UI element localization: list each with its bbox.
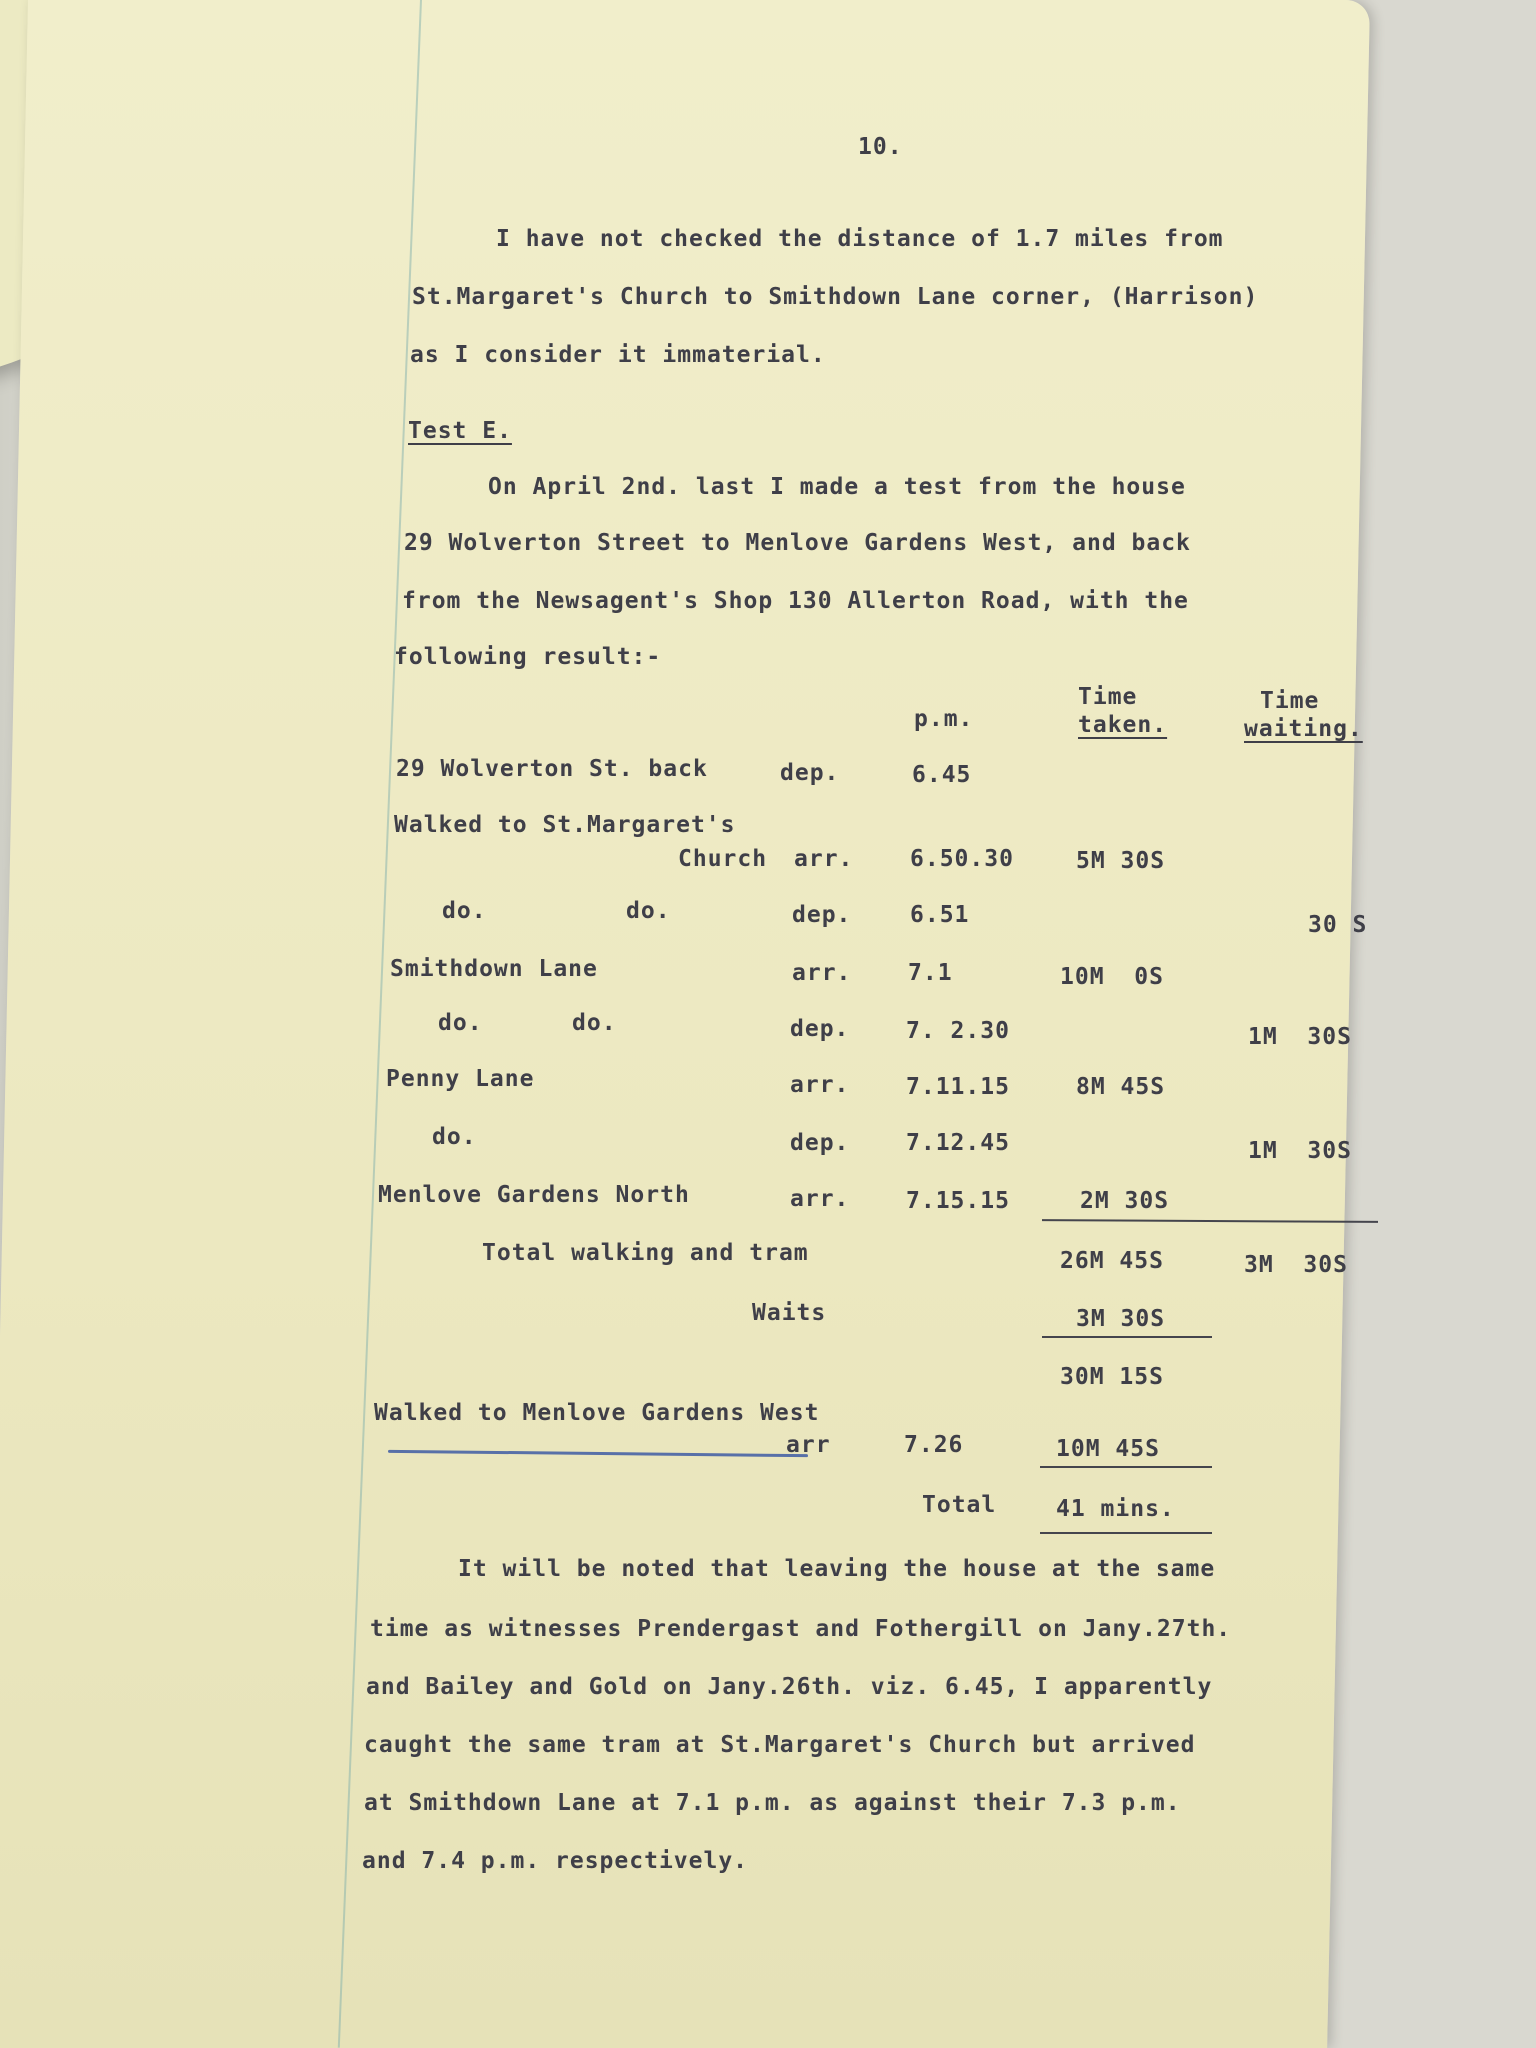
rule-after-total bbox=[1040, 1532, 1212, 1534]
para1-line-3: as I consider it immaterial. bbox=[410, 342, 826, 368]
row9-taken: 2M 30S bbox=[1080, 1188, 1170, 1214]
row3-taken: 5M 30S bbox=[1076, 848, 1166, 874]
walked-time: 7.26 bbox=[904, 1432, 964, 1458]
row8-time: 7.12.45 bbox=[906, 1130, 1010, 1156]
para3-line-6: and 7.4 p.m. respectively. bbox=[362, 1848, 749, 1874]
para2-line-1: On April 2nd. last I made a test from the house bbox=[488, 474, 1186, 500]
header-time-taken-1: Time bbox=[1078, 684, 1138, 710]
row5-taken: 10M 0S bbox=[1060, 964, 1164, 990]
row5-mode: arr. bbox=[792, 960, 852, 986]
row8-waiting: 1M 30S bbox=[1248, 1138, 1352, 1164]
row4-place2: do. bbox=[626, 898, 671, 924]
header-time-waiting-1: Time bbox=[1260, 688, 1320, 714]
rule-after-waits bbox=[1042, 1336, 1212, 1338]
total-walking-waiting: 3M 30S bbox=[1244, 1252, 1348, 1278]
row7-time: 7.11.15 bbox=[906, 1074, 1010, 1100]
walked-arr: arr bbox=[786, 1432, 831, 1458]
row7-taken: 8M 45S bbox=[1076, 1074, 1166, 1100]
rule-after-walked bbox=[1040, 1466, 1212, 1468]
para2-line-4: following result:- bbox=[394, 644, 662, 670]
total-walking-taken: 26M 45S bbox=[1060, 1248, 1164, 1274]
row6-mode: dep. bbox=[790, 1016, 850, 1042]
row4-mode: dep. bbox=[792, 902, 852, 928]
row2-place: Walked to St.Margaret's bbox=[394, 812, 736, 838]
para1-line-1: I have not checked the distance of 1.7 miles from bbox=[496, 226, 1224, 252]
row3-place: Church bbox=[678, 846, 768, 872]
para3-line-2: time as witnesses Prendergast and Fothergill on Jany.27th. bbox=[370, 1616, 1232, 1642]
row1-mode: dep. bbox=[780, 760, 840, 786]
row4-waiting: 30 S bbox=[1308, 912, 1368, 938]
row8-mode: dep. bbox=[790, 1130, 850, 1156]
para3-line-5: at Smithdown Lane at 7.1 p.m. as against their 7.3 p.m. bbox=[364, 1790, 1181, 1816]
row5-time: 7.1 bbox=[908, 960, 953, 986]
waits-value: 3M 30S bbox=[1076, 1306, 1166, 1332]
subtotal: 30M 15S bbox=[1060, 1364, 1164, 1390]
row7-mode: arr. bbox=[790, 1072, 850, 1098]
row9-time: 7.15.15 bbox=[906, 1188, 1010, 1214]
header-time-waiting-2: waiting. bbox=[1244, 716, 1363, 742]
total-value: 41 mins. bbox=[1056, 1496, 1175, 1522]
row4-place: do. bbox=[442, 898, 487, 924]
para3-line-4: caught the same tram at St.Margaret's Church but arrived bbox=[364, 1732, 1196, 1758]
header-time-taken-2: taken. bbox=[1078, 712, 1168, 738]
row5-place: Smithdown Lane bbox=[390, 956, 598, 982]
walked-label: Walked to Menlove Gardens West bbox=[374, 1400, 820, 1426]
row4-time: 6.51 bbox=[910, 902, 970, 928]
para2-line-3: from the Newsagent's Shop 130 Allerton Road, with the bbox=[402, 588, 1189, 614]
total-label: Total bbox=[922, 1492, 997, 1518]
row9-mode: arr. bbox=[790, 1186, 850, 1212]
para1-line-2: St.Margaret's Church to Smithdown Lane corner, (Harrison) bbox=[412, 284, 1259, 310]
total-walking-label: Total walking and tram bbox=[482, 1240, 809, 1266]
row9-place: Menlove Gardens North bbox=[378, 1182, 690, 1208]
row1-time: 6.45 bbox=[912, 762, 972, 788]
row6-waiting: 1M 30S bbox=[1248, 1024, 1352, 1050]
waits-label: Waits bbox=[752, 1300, 827, 1326]
row6-place2: do. bbox=[572, 1010, 617, 1036]
test-heading: Test E. bbox=[408, 418, 512, 444]
row3-time: 6.50.30 bbox=[910, 846, 1014, 872]
para3-line-3: and Bailey and Gold on Jany.26th. viz. 6.45, I apparently bbox=[366, 1674, 1213, 1700]
page-number: 10. bbox=[858, 134, 903, 160]
row1-place: 29 Wolverton St. back bbox=[396, 756, 708, 782]
para3-line-1: It will be noted that leaving the house at the same bbox=[458, 1556, 1216, 1582]
para2-line-2: 29 Wolverton Street to Menlove Gardens West, and back bbox=[404, 530, 1191, 556]
row6-place: do. bbox=[438, 1010, 483, 1036]
row6-time: 7. 2.30 bbox=[906, 1018, 1010, 1044]
row8-place: do. bbox=[432, 1124, 477, 1150]
row3-mode: arr. bbox=[794, 846, 854, 872]
row7-place: Penny Lane bbox=[386, 1066, 535, 1092]
header-pm: p.m. bbox=[914, 706, 974, 732]
walked-taken: 10M 45S bbox=[1056, 1436, 1160, 1462]
